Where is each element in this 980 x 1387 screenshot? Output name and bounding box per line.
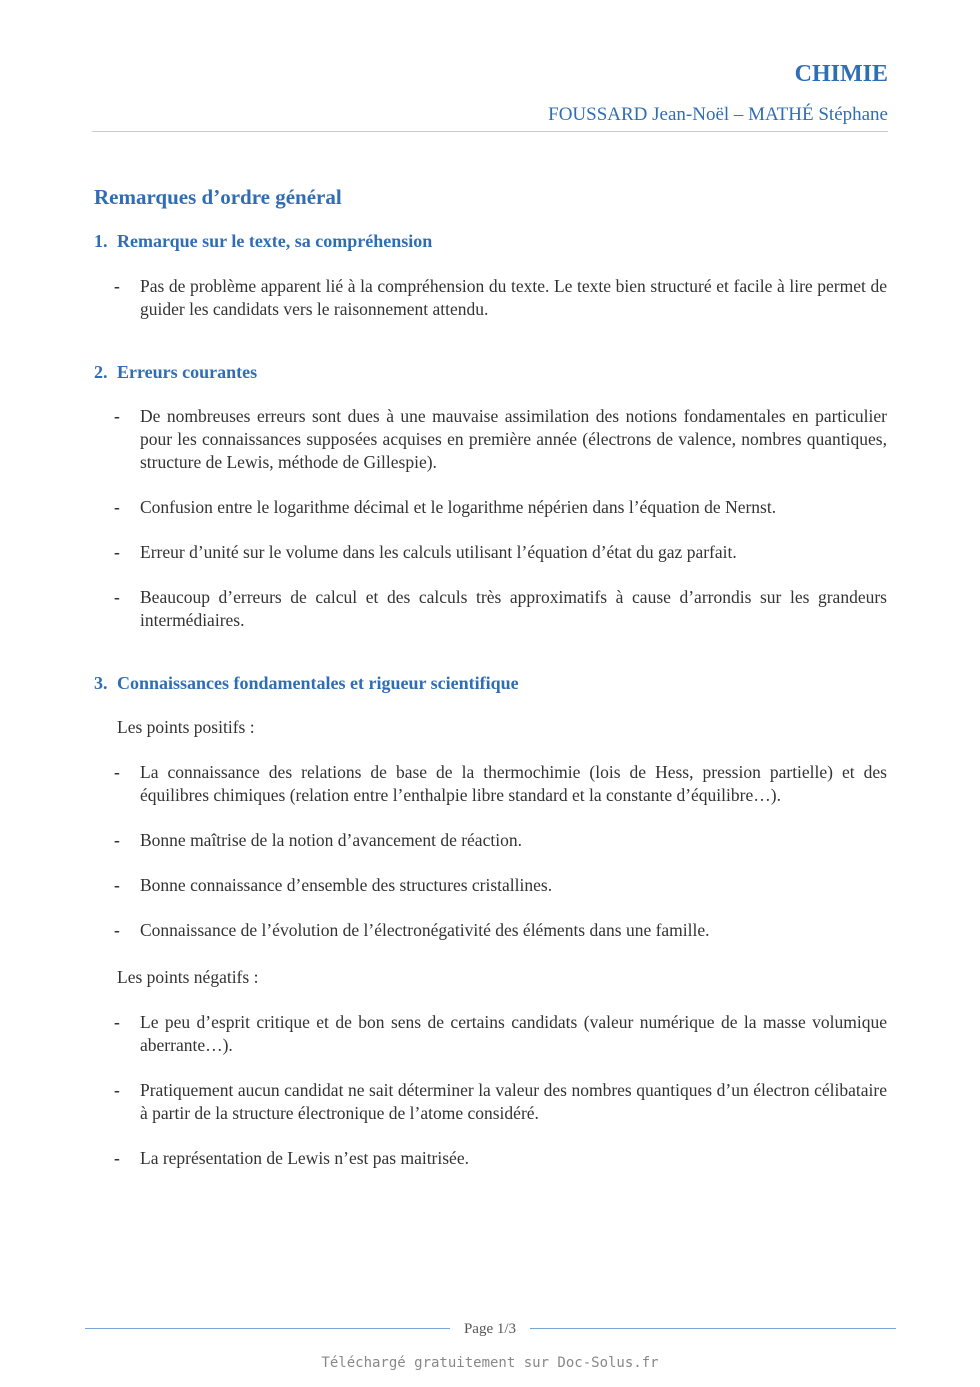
bullet-marker: -: [114, 406, 120, 426]
bullet-marker: -: [114, 920, 120, 940]
section-title: Erreurs courantes: [117, 362, 258, 382]
page-header: [92, 58, 888, 128]
list-item-text: Bonne connaissance d’ensemble des structures cristallines.: [140, 875, 553, 895]
list-item-text: Beaucoup d’erreurs de calcul et des calculs très approximatifs à cause d’arrondis sur les grandeurs intermédiaires.: [140, 587, 887, 630]
list-item: [94, 829, 887, 852]
section-title: Connaissances fondamentales et rigueur scientifique: [117, 673, 519, 693]
section-number: 2.: [94, 362, 108, 382]
list-item: [94, 1147, 887, 1170]
bullet-marker: -: [114, 762, 120, 782]
download-note: Téléchargé gratuitement sur Doc-Solus.fr: [321, 1355, 659, 1371]
section-title: Remarque sur le texte, sa compréhension: [117, 231, 433, 251]
list-item-text: La représentation de Lewis n’est pas maitrisée.: [140, 1148, 469, 1168]
section-number: 1.: [94, 231, 108, 251]
list-item: [94, 761, 887, 807]
list-item-text: Pratiquement aucun candidat ne sait déterminer la valeur des nombres quantiques d’un électron célibataire à partir de la structure électronique de l’atome considéré.: [140, 1080, 887, 1123]
bullet-marker: -: [114, 1148, 120, 1168]
positives-list: [94, 761, 887, 942]
list-item: [94, 496, 887, 519]
bullet-marker: -: [114, 875, 120, 895]
list-item: [94, 541, 887, 564]
bullet-marker: -: [114, 497, 120, 517]
positives-label: Les points positifs :: [117, 717, 255, 737]
section-1-bullets: [94, 275, 887, 321]
footer-rule-left: [85, 1328, 450, 1329]
footer-rule-right: [530, 1328, 896, 1329]
list-item-text: Bonne maîtrise de la notion d’avancement de réaction.: [140, 830, 522, 850]
bullet-marker: -: [114, 542, 120, 562]
bullet-marker: -: [114, 1012, 120, 1032]
list-item: [94, 586, 887, 632]
authors-line: FOUSSARD Jean-Noël – MATHÉ Stéphane: [548, 104, 888, 125]
list-item: [94, 1079, 887, 1125]
negatives-list: [94, 1011, 887, 1170]
list-item: [94, 405, 887, 474]
list-item-text: Erreur d’unité sur le volume dans les calculs utilisant l’équation d’état du gaz parfait.: [140, 542, 737, 562]
header-divider: [92, 131, 888, 132]
bullet-marker: -: [114, 830, 120, 850]
list-item: [94, 919, 887, 942]
list-item-text: Confusion entre le logarithme décimal et le logarithme népérien dans l’équation de Nernst.: [140, 497, 777, 517]
negatives-label: Les points négatifs :: [117, 967, 259, 987]
list-item-text: La connaissance des relations de base de la thermochimie (lois de Hess, pression partielle) et des équilibres chimiques (relation entre l’enthalpie libre standard et la constante d’équilibre…).: [140, 762, 887, 805]
list-item: [94, 874, 887, 897]
list-item-text: Connaissance de l’évolution de l’électronégativité des éléments dans une famille.: [140, 920, 710, 940]
section-2-heading: [94, 359, 887, 385]
bullet-marker: -: [114, 276, 120, 296]
section-1-heading: [94, 228, 887, 254]
bullet-marker: -: [114, 587, 120, 607]
page-number: Page 1/3: [463, 1321, 517, 1337]
list-item-text: De nombreuses erreurs sont dues à une mauvaise assimilation des notions fondamentales en particulier pour les connaissances supposées acquises en première année (électrons de valence, nombres quantiques, structure de Lewis, méthode de Gillespie).: [140, 406, 887, 472]
list-item: [94, 275, 887, 321]
list-item-text: Pas de problème apparent lié à la compréhension du texte. Le texte bien structuré et facile à lire permet de guider les candidats vers le raisonnement attendu.: [140, 276, 887, 319]
section-2-bullets: [94, 405, 887, 632]
list-item-text: Le peu d’esprit critique et de bon sens de certains candidats (valeur numérique de la masse volumique aberrante…).: [140, 1012, 887, 1055]
list-item: [94, 1011, 887, 1057]
page-title: Remarques d’ordre général: [94, 185, 342, 209]
bullet-marker: -: [114, 1080, 120, 1100]
subject-title: CHIMIE: [794, 61, 888, 87]
section-number: 3.: [94, 673, 108, 693]
section-3-heading: [94, 670, 887, 696]
document-body: [94, 182, 887, 1192]
